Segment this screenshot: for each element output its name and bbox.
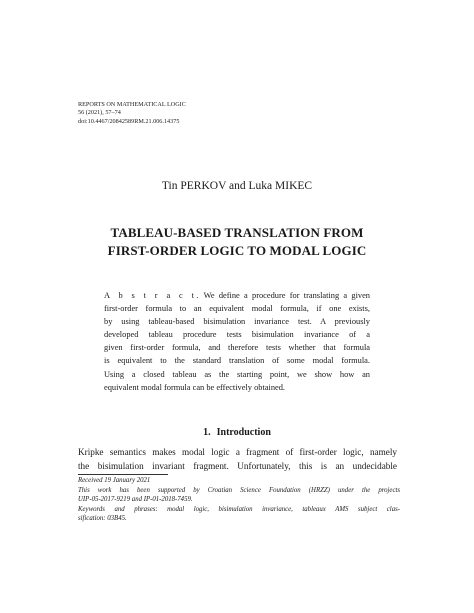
keywords-line: Keywords and phrases: modal logic, bisimulation invariance, tableaux AMS subject clas-	[78, 505, 400, 513]
abstract-line: Using a closed tableau as the starting point, we show how an	[104, 369, 370, 379]
title-line: FIRST-ORDER LOGIC TO MODAL LOGIC	[107, 243, 367, 258]
abstract-heading: A b s t r a c t.	[104, 291, 201, 300]
section-number: 1.	[203, 427, 211, 438]
footnote-rule	[78, 474, 168, 475]
abstract-line: given first-order formula, and therefore tests whether that formula	[104, 343, 370, 353]
section-heading	[0, 427, 474, 438]
journal-volume: 56 (2021), 57–74	[78, 109, 121, 117]
journal-doi: doi:10.4467/20842589RM.21.006.14375	[78, 117, 180, 125]
keywords-line: sification: 03B45.	[78, 515, 127, 523]
support-note-line: This work has been supported by Croatian Science Foundation (HRZZ) under the projects	[78, 486, 400, 494]
abstract-line: by using tableau-based bisimulation invariance test. A previously	[104, 317, 370, 327]
abstract	[104, 289, 370, 394]
abstract-line: equivalent modal formula can be effectively obtained.	[104, 382, 285, 392]
journal-name: REPORTS ON MATHEMATICAL LOGIC	[78, 101, 186, 108]
support-note-line: UIP-05-2017-9219 and IP-01-2018-7459.	[78, 496, 193, 504]
footnotes	[78, 476, 400, 524]
journal-header	[78, 101, 186, 126]
section-title: Introduction	[216, 427, 271, 438]
abstract-line: is equivalent to the standard translation of some modal formula.	[104, 356, 370, 366]
abstract-line: developed tableau procedure tests bisimulation invariance of a	[104, 330, 370, 340]
authors: Tin PERKOV and Luka MIKEC	[161, 180, 313, 192]
paper-title	[0, 224, 474, 260]
title-line: TABLEAU-BASED TRANSLATION FROM	[110, 225, 364, 240]
body-line: the bisimulation invariant fragment. Unfortunately, this is an undecidable	[78, 461, 397, 471]
body-line: Kripke semantics makes modal logic a fragment of first-order logic, namely	[78, 447, 397, 457]
abstract-line	[104, 289, 370, 302]
received-date: Received 19 January 2021	[78, 477, 151, 484]
abstract-text: We define a procedure for translating a given	[203, 291, 370, 300]
intro-paragraph	[78, 445, 397, 473]
abstract-line: first-order formula to an equivalent modal formula, if one exists,	[104, 304, 370, 314]
